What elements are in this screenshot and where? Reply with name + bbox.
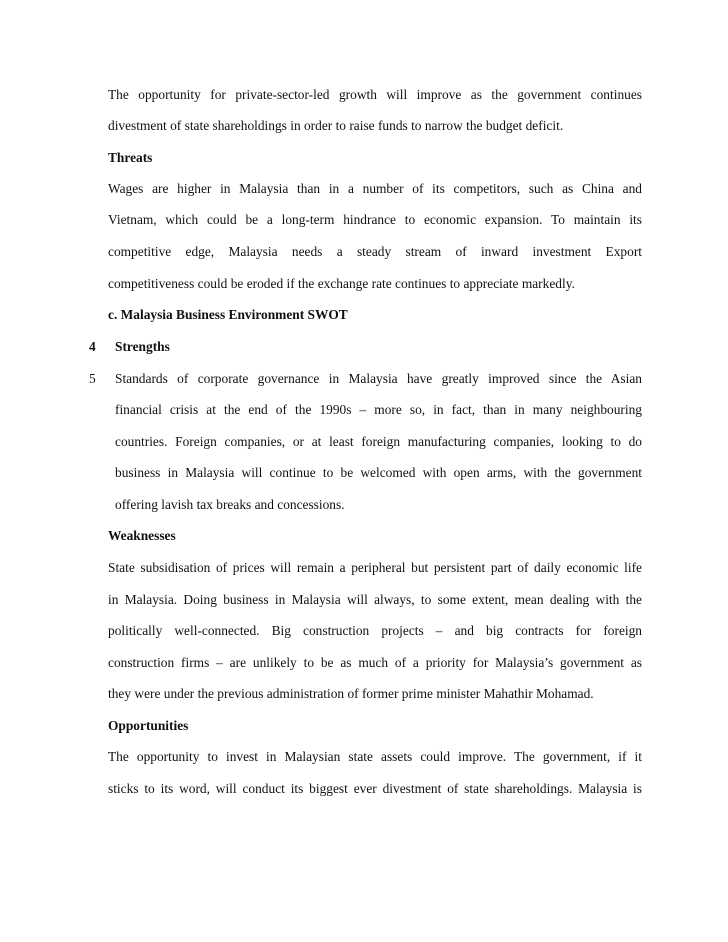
- paragraph-line: countries. Foreign companies, or at least foreign manufacturing companies, looking to do: [115, 434, 642, 449]
- paragraph-line: Standards of corporate governance in Malaysia have greatly improved since the Asian: [115, 371, 642, 386]
- paragraph-line: in Malaysia. Doing business in Malaysia will always, to some extent, mean dealing with the: [108, 592, 642, 607]
- paragraph-line: competitiveness could be eroded if the exchange rate continues to appreciate markedly.: [108, 276, 575, 291]
- paragraph-line: business in Malaysia will continue to be welcomed with open arms, with the government: [115, 465, 642, 480]
- paragraph-line: divestment of state shareholdings in order to raise funds to narrow the budget deficit.: [108, 118, 564, 133]
- paragraph-line: they were under the previous administration of former prime minister Mahathir Mohamad.: [108, 686, 594, 701]
- paragraph-line: State subsidisation of prices will remain a peripheral but persistent part of daily economic life: [108, 560, 642, 575]
- strengths-heading: Strengths: [115, 339, 170, 354]
- list-number: 5: [89, 371, 96, 386]
- list-number: 4: [89, 339, 96, 354]
- paragraph-line: financial crisis at the end of the 1990s – more so, in fact, than in many neighbouring: [115, 402, 642, 417]
- threats-heading: Threats: [108, 150, 153, 165]
- paragraph-line: offering lavish tax breaks and concessions.: [115, 497, 345, 512]
- paragraph-line: construction firms – are unlikely to be as much of a priority for Malaysia’s government as: [108, 655, 642, 670]
- paragraph-line: competitive edge, Malaysia needs a steady stream of inward investment Export: [108, 244, 642, 259]
- paragraph-line: The opportunity to invest in Malaysian state assets could improve. The government, if it: [108, 749, 642, 764]
- section-heading: c. Malaysia Business Environment SWOT: [108, 307, 348, 322]
- paragraph-line: Wages are higher in Malaysia than in a number of its competitors, such as China and: [108, 181, 642, 196]
- paragraph-line: The opportunity for private-sector-led growth will improve as the government continues: [108, 87, 642, 102]
- paragraph-line: politically well-connected. Big construction projects – and big contracts for foreign: [108, 623, 642, 638]
- paragraph-line: sticks to its word, will conduct its biggest ever divestment of state shareholdings. Malaysia is: [108, 781, 642, 796]
- opportunities-heading: Opportunities: [108, 718, 189, 733]
- weaknesses-heading: Weaknesses: [108, 528, 176, 543]
- paragraph-line: Vietnam, which could be a long-term hindrance to economic expansion. To maintain its: [108, 212, 642, 227]
